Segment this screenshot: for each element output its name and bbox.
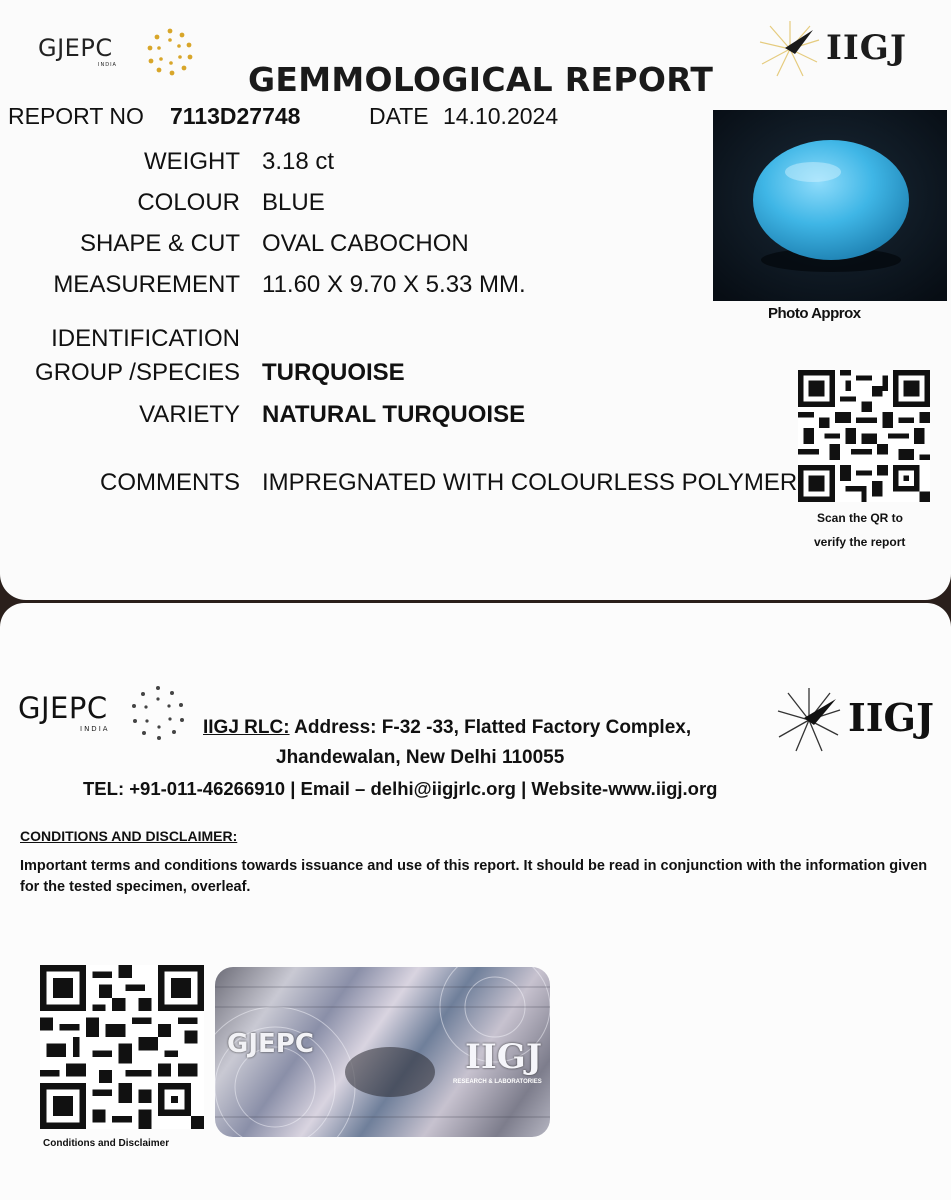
identification-label: IDENTIFICATION [51,325,240,352]
shape-label: SHAPE & CUT [79,230,240,257]
qr-caption-line2: verify the report [814,535,906,549]
address-line-2: Jhandewalan, New Delhi 110055 [276,747,565,768]
turquoise-gem-image [713,110,947,301]
verify-qr-code[interactable] [798,370,930,502]
gjepc-logo-back-sub: INDIA [80,725,110,733]
conditions-qr-code[interactable] [40,965,204,1129]
conditions-qr-caption: Conditions and Disclaimer [43,1138,170,1149]
weight-value: 3.18 ct [262,148,335,175]
contact-line: TEL: +91-011-46266910 | Email – delhi@iigjrlc.org | Website-www.iigj.org [83,778,718,799]
gjepc-sunburst-back-icon [128,683,188,743]
gem-photo [713,110,947,301]
measurement-value: 11.60 X 9.70 X 5.33 MM. [262,271,526,298]
hologram-gjepc-text: GJEPC [227,1029,314,1059]
variety-value: NATURAL TURQUOISE [262,401,526,428]
iigj-burst-back-icon [774,685,844,755]
report-title: GEMMOLOGICAL REPORT [248,60,714,99]
comments-label: COMMENTS [100,469,240,496]
species-value: TURQUOISE [262,359,405,386]
photo-caption: Photo Approx [768,305,861,322]
species-label: GROUP /SPECIES [35,359,240,386]
conditions-heading: CONDITIONS AND DISCLAIMER: [20,828,238,844]
address-line-1 [203,717,691,739]
gjepc-logo-back-text: GJEPC [18,691,108,725]
variety-label: VARIETY [139,401,240,428]
colour-label: COLOUR [137,189,240,216]
hologram-sticker [215,967,550,1137]
measurement-label: MEASUREMENT [53,271,240,298]
shape-value: OVAL CABOCHON [262,230,469,257]
iigj-burst-icon [755,18,825,80]
gjepc-logo-sub: INDIA [98,62,117,68]
gjepc-sunburst-icon [144,26,196,78]
hologram-sub-text: RESEARCH & LABORATORIES [453,1079,542,1085]
weight-label: WEIGHT [144,148,240,175]
iigj-logo: IIGJ [826,28,907,68]
report-back-card [0,603,951,1200]
address-org: IIGJ RLC: [203,717,290,738]
conditions-text: Important terms and conditions towards issuance and use of this report. It should be read in conjunction with the information given for the tested specimen, overleaf. [20,858,928,895]
colour-value: BLUE [262,189,325,216]
comments-value: IMPREGNATED WITH COLOURLESS POLYMER [262,469,798,496]
iigj-logo-back: IIGJ [848,695,934,740]
gjepc-logo-text: GJEPC [38,34,113,62]
qr-caption-line1: Scan the QR to [817,511,904,525]
address-text: Address: F-32 -33, Flatted Factory Complex, [294,717,692,738]
report-no-value: 7113D27748 [170,103,301,129]
gjepc-logo-back [18,691,110,733]
date-label: DATE [369,103,429,129]
hologram-iigj-text: IIGJ [465,1037,542,1077]
date-value: 14.10.2024 [443,103,559,129]
report-no-label: REPORT NO [8,103,144,129]
gjepc-logo [38,34,117,68]
